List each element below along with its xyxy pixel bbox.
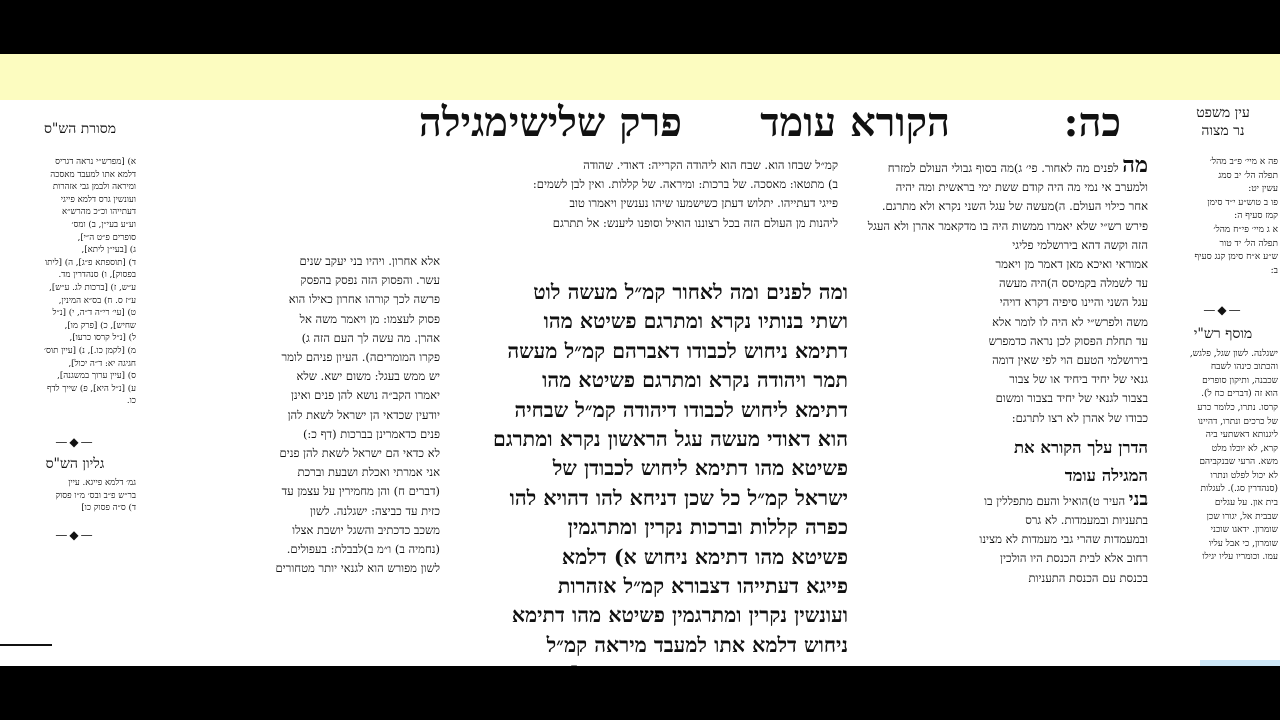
musaf-rashi-line: שומרון, כי אבל עליו: [1208, 538, 1278, 549]
ornament-divider: —◆—: [55, 434, 95, 449]
rashi-line: בירושלמי הטעם הוי לפי שאין דומה: [992, 353, 1148, 368]
tosafot-line: אהרן. מה עשה לך העם הזה ג): [301, 330, 440, 345]
ein-mishpat-line: פו ב טוש״ע י״ד סימן: [1207, 197, 1278, 208]
gemara-line: ניחוש דלמא אתו למעבד מיראה קמ״ל: [546, 632, 848, 657]
tosafot-line: פסוק לעצמו: מן ויאמר משה אל: [299, 311, 440, 326]
rashi-line: גנאי של יחיד ביחיד או של צבור: [1009, 372, 1148, 387]
corner-rule: [0, 644, 52, 646]
musaf-rashi-line: שכבנה, ותיקון סופרים: [1202, 375, 1278, 386]
musaf-rashi-line: עמו. וכומריו עליו יגילו: [1202, 552, 1278, 563]
masoret-line: ע) [נ״ל היא], פ) שייך לדף: [46, 383, 136, 394]
gemara-line: דתימא ליחוש לכבודו דיהודה קמ״ל שבחיה: [514, 397, 848, 422]
ein-mishpat-line: קמז סעיף ה:: [1234, 211, 1278, 222]
musaf-rashi-title: מוסף רש"י: [1193, 325, 1253, 342]
masoret-line: ע״ש, ז) [ברכות לג. ע״ש],: [49, 282, 136, 293]
gemara-line: תמר ויהודה נקרא ומתרגם פשיטא מהו: [542, 368, 848, 393]
musaf-rashi-line: שומרון. ידאגו שוכני: [1210, 525, 1278, 536]
rashi-line: בצבור לגנאי של יחיד בצבור ומשום: [995, 391, 1148, 406]
gemara-line: דתימא ניחוש לכבודו דאברהם קמ״ל מעשה: [507, 338, 848, 363]
masoret-line: כו.: [126, 396, 136, 407]
masoret-line: וע״ע בעי״ן, ב) ומס׳: [71, 219, 136, 230]
musaf-rashi-line: הוא זה (דברים כח ל).: [1201, 389, 1278, 400]
daf-number: כה:: [1063, 99, 1121, 146]
masoret-hashas-column: [14, 156, 136, 666]
bottom-black-bar: [0, 666, 1280, 720]
ein-mishpat-line: עשין יט:: [1248, 184, 1278, 195]
masoret-line: דעתייהו וכ״כ מהרש״א: [62, 207, 136, 218]
musaf-rashi-line: בית און. על עגלים: [1214, 498, 1278, 509]
gilyon-line: בר״ש פ״ב ובס׳ מ״ו פסוק: [55, 490, 136, 501]
musaf-rashi-text: [1168, 348, 1278, 566]
hadran-line-1: הדרן עלך הקורא את: [1013, 437, 1148, 457]
ein-mishpat-column: [1168, 156, 1278, 666]
tosafot-line: ליהנות מן העולם הזה בכל רצוננו הואיל וסופנו ליענש: אל תתרגם: [552, 215, 838, 230]
gilyon-line: ד) ס״ה פסוק כו]: [81, 503, 136, 514]
gemara-line: ישראל קמ״ל כל שכן דניחא להו דהויא להו: [509, 485, 848, 510]
masoret-line: ע״ז ס. ח) בס״א המינין,: [58, 295, 136, 306]
tosafot-line: אני אמרתי ואכלת ושבעת וברכת: [297, 465, 440, 480]
musaf-rashi-line: משא. הרעי שבנקביהם: [1199, 457, 1278, 468]
masoret-line: ועונשין גרס דלמא פייגי: [60, 194, 136, 205]
ein-mishpat-line: א ג מיי׳ פי״ח מהל׳: [1213, 224, 1278, 235]
musaf-rashi-line: (סנהדרין סג.). לעגלות: [1200, 484, 1278, 495]
tosafot-line: פקרו המומריםה). העיון פניהם לומר: [281, 350, 440, 365]
musaf-rashi-line: ליגנותא דאשתעי ביה: [1205, 430, 1278, 441]
hadran-line-2: המגילה עומד: [1064, 465, 1148, 485]
gemara-line: פשיטא מהו דתימא ליחוש לכבודן של: [552, 456, 848, 481]
masoret-line: סופרים פ״ט ה״י],: [77, 232, 136, 243]
tosafot-line: אלא אחרון. ויהיו בני יעקב שנים: [299, 254, 440, 268]
tosafot-line: פרשה לכך קורהו אחרון כאילו הוא: [288, 292, 440, 307]
viewer-yellow-band: [0, 54, 1280, 100]
musaf-rashi-line: של כרכים ונתרו, דהיינו: [1197, 416, 1278, 427]
rashi-line: [860, 152, 1148, 178]
rashi-line-text: העיר ט)הואיל והעם מתפללין בו: [984, 493, 1126, 508]
rashi-line: אחר כילוי העולם. ה)מעשה של עגל השני נקרא ולא מתרגם.: [881, 199, 1148, 214]
ein-mishpat-line: ב:: [1270, 265, 1278, 276]
chapter-title: הקורא עומד: [760, 99, 950, 146]
tosafot-line: משכב כדכתיב והשגל יושבת אצלו: [292, 522, 440, 537]
rashi-lead-word: מה: [1122, 152, 1148, 178]
top-black-bar: [0, 0, 1280, 54]
ein-mishpat-line: ש״ע א״ח סימן קנג סעיף: [1194, 252, 1278, 263]
masoret-line: דלמא אתו למעבד מאסכה: [50, 169, 136, 180]
masoret-line: א) [מפרש״י נראה דגריס: [55, 157, 136, 167]
tosafot-line: לשון מפורש הוא לגנאי יותר מטחורים: [275, 561, 440, 576]
ornament-divider: —◆—: [1203, 303, 1243, 318]
musaf-rashi-line: קרא, לא יוכלו מלט: [1211, 443, 1278, 454]
tosafot-line: (דברים ח) והן מחמירין על עצמן עד: [281, 484, 440, 499]
masoret-header: מסורת הש"ס: [43, 121, 117, 137]
rashi-line: עד לשמלה בקמיסס ה)היה מעשה: [998, 276, 1148, 291]
gemara-line: ושתי בנותיו נקרא ומתרגם פשיטא מהו: [543, 309, 848, 334]
tosafot-line: ב) מתטאו: מאסכה. של ברכות: ומיראה. של קללות. ואין לבן לשמים:: [532, 177, 838, 192]
ein-mishpat-line: תפלה הל׳ יב סמג: [1218, 170, 1278, 181]
tosafot-top: [340, 156, 838, 252]
gemara-line: ועונשין נקרין ומתרגמין פשיטא מהו דתימא: [511, 603, 848, 628]
rashi-line: ובמעמדות שהרי גבי מעמדות לא מצינו: [979, 532, 1148, 547]
tosafot-line: (נחמיה ב) ו״מ ב)לבבלת: בעפולים.: [286, 542, 440, 557]
gemara-line: כפרה קללות וברכות נקרין ומתרגמין: [567, 515, 848, 540]
rashi-line: אמוראי ואיכא מאן דאמר מן ויאמר: [995, 257, 1148, 272]
tosafot-line: יש ממש בעגל: משום ישא. שלא: [296, 369, 440, 384]
gemara-text: [458, 278, 848, 666]
tosafot-line: פנים כדאמרינן בברכות (דף כ:): [302, 426, 440, 441]
rashi-line: רחוב אלא לבית הכנסת היו הולכין: [1000, 551, 1148, 566]
tosafot-line: לא כדאי הם ישראל לשאת להן פנים: [279, 446, 440, 461]
ein-mishpat-line: פה א מיי׳ פ״ב מהל׳: [1209, 157, 1278, 167]
rashi-line: [984, 488, 1148, 511]
masoret-line: ט) [עי׳ רי״ה ד״ה, י) [נ״ל: [52, 308, 136, 319]
tractate-name: מגילה: [418, 99, 508, 146]
musaf-rashi-line: שבבית אל, יגורו שכן: [1206, 511, 1278, 522]
musaf-rashi-line: קרסו. נתרו, כלומר כרע: [1197, 402, 1278, 413]
rashi-line-text: לפנים מה לאחור. פי׳ ג)מה בסוף גבולי העולם למזרח: [887, 161, 1119, 175]
tosafot-line: יאמרו הקב״ה נושא להן פנים ואינן: [290, 388, 440, 403]
ein-mishpat-header: [1178, 104, 1268, 140]
gemara-line: הוא דאודי מעשה עגל הראשון נקרא ומתרגם: [493, 427, 848, 452]
ornament-divider: —◆—: [55, 527, 95, 542]
tosafot-column: [218, 252, 440, 666]
gemara-line: פשיטא מהו דתימא ניחוש א) דלמא: [561, 544, 848, 569]
rashi-line: משה ולפרש״י לא היה לו לומר אלא: [992, 314, 1148, 329]
musaf-rashi-line: לא יכול לפלט ונתרו: [1210, 470, 1278, 481]
tosafot-line: יודעין שכדאי הן ישראל לשאת להן: [287, 407, 440, 422]
masoret-line: ומיראה ולבמן גבי אזהרות: [52, 182, 136, 193]
masoret-line: ג) [בעי״ן ליתא],: [81, 245, 136, 256]
rashi-line: ולמערב אי נמי מה היה קודם ששת ימי בראשית ומה יהיה: [895, 180, 1148, 195]
ein-mishpat-entries: [1168, 156, 1278, 278]
masoret-line: בפסוק], ו) סנהדרין מד.: [58, 270, 136, 281]
tosafot-line: פייגי דעתייהו. יתלוש דעתן כשישמעו שיהו נענשין ויאמרו טוב: [569, 196, 838, 211]
masoret-line: ד) [תוספתא פ״ג], ה) [ליתו: [44, 257, 136, 268]
masoret-line: ס) [עיין ערוך במשגנה],: [57, 371, 136, 382]
rashi-line: הזה וקשה דהא בירושלמי פליגי: [1012, 237, 1148, 252]
chapter-number: פרק שלישי: [508, 99, 682, 146]
ein-mishpat-label: עין משפט: [1196, 105, 1250, 121]
musaf-rashi-line: ישגלנה. לשון שגל, פלגש,: [1189, 348, 1278, 359]
tosafot-line: קמ״ל שבחו הוא. שבח הוא ליהודה הקרייה: דאודי. שהודה: [583, 158, 838, 172]
tosafot-line: כזית עד כביצה: ישגלנה. לשון: [310, 503, 440, 518]
rashi-line: עד תחלת הפסוק לכן נראה כדמפרש: [988, 333, 1148, 348]
rashi-line: פירש רש״י שלא יאמרו ממשות היה בו מדקאמר אהרן ולא העגל: [867, 218, 1148, 233]
rashi-line: כבודו של אהרן לא רצו לתרגם:: [1011, 410, 1148, 425]
rashi-line: בכנסת עם הכנסת התעניות: [1028, 570, 1148, 585]
rashi-continuation-lead: בני: [1128, 488, 1148, 510]
rashi-column: [860, 152, 1148, 666]
ner-mitzva-label: נר מצוה: [1201, 123, 1245, 139]
masoret-line: ל) [נ״ל קרסו כרעו],: [69, 333, 136, 344]
gemara-line: פייגא דעתייהו דצבורא קמ״ל אזהרות: [557, 574, 848, 599]
masoret-line: חגיגה יא: ד״ה יכול],: [68, 358, 136, 369]
masoret-line: מ) [לקמן כו.], נ) [עיין תוס׳: [44, 345, 136, 356]
gilyon-line: גמ׳ דלמא פייגא. עיין: [68, 478, 136, 489]
ein-mishpat-line: תפלה הל׳ יד טור: [1219, 238, 1278, 249]
rashi-line: בתעניות ובמעמדות. לא גרס: [1025, 513, 1148, 528]
gilyon-hashas-title: גליון הש"ס: [45, 456, 105, 473]
rashi-line: עגל השני והיינו סיפיה דקרא דויהי: [999, 295, 1148, 310]
gemara-line: ומה לפנים ומה לאחור קמ״ל מעשה לוט: [533, 280, 848, 304]
musaf-rashi-line: והכתוב כינהו לשבח: [1210, 362, 1278, 373]
talmud-page: [0, 100, 1280, 666]
masoret-line: שחיש], כ) [פרק מו],: [64, 320, 136, 331]
tosafot-line: עשר. והפסוק הזה נפסק בהפסק: [300, 273, 440, 288]
